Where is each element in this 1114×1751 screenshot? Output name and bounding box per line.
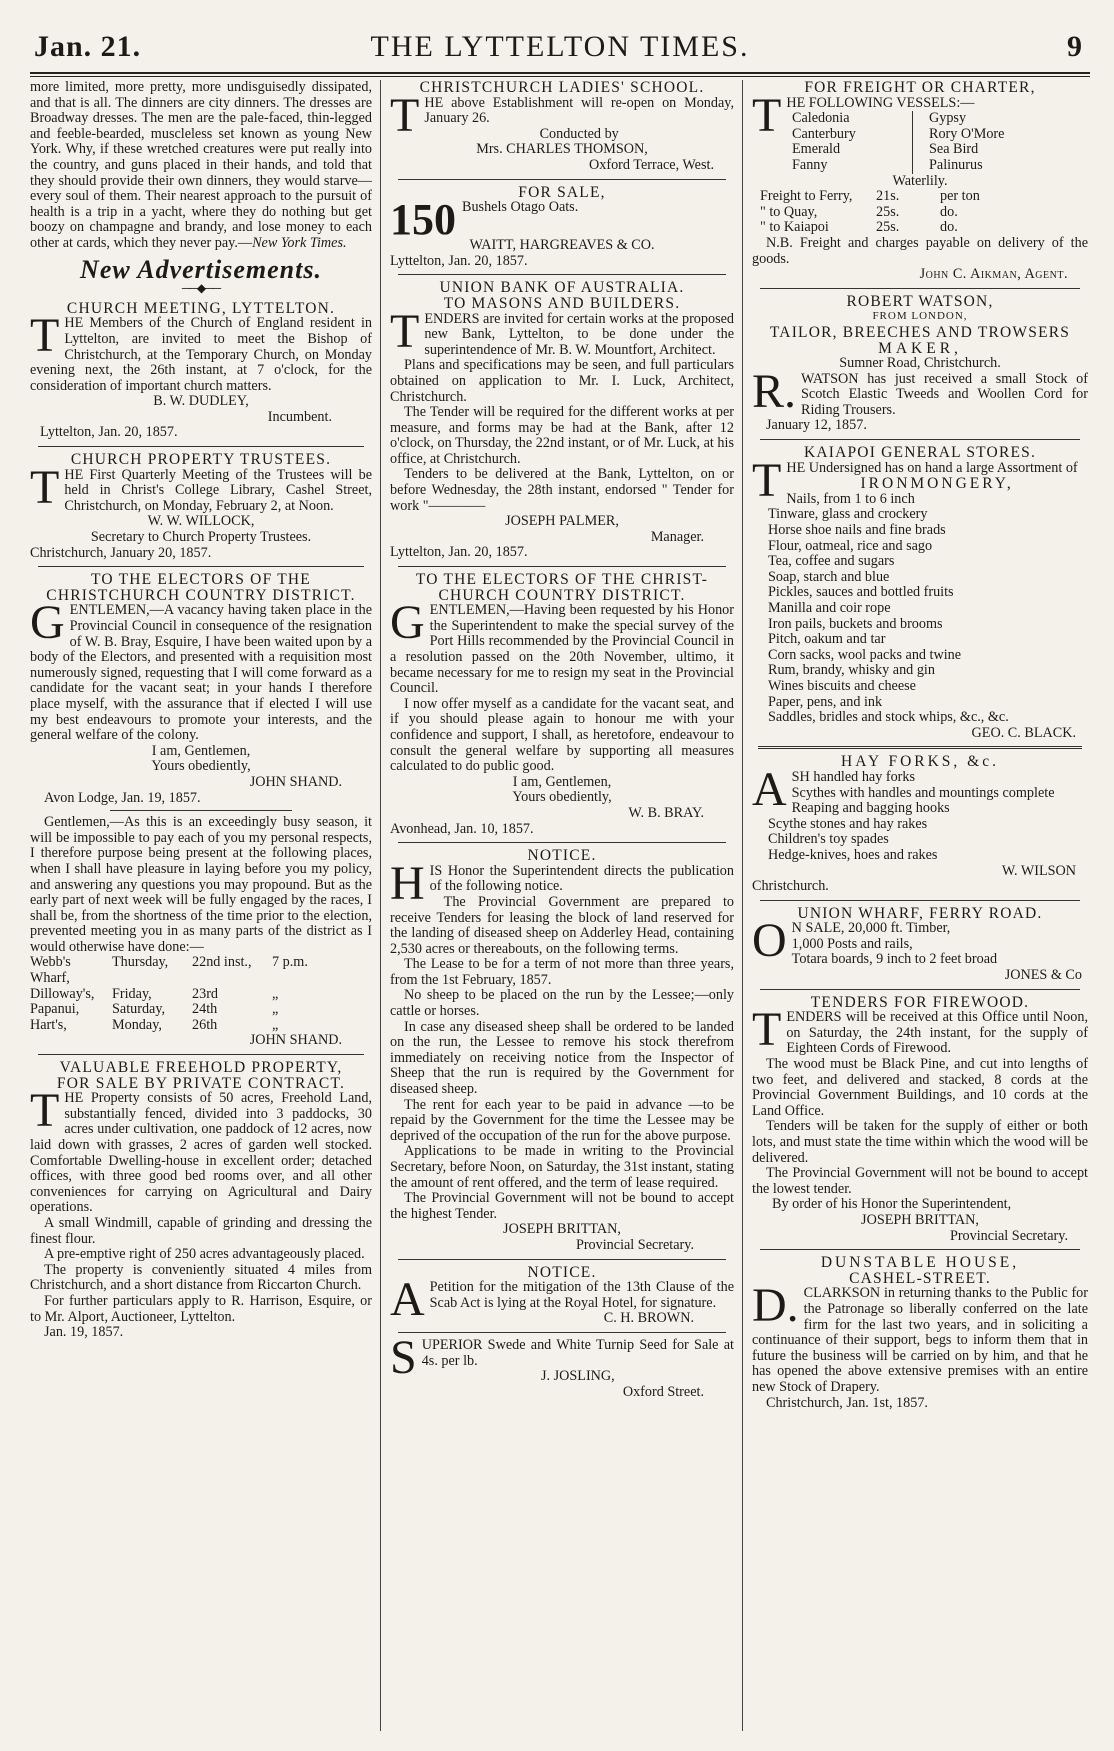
vessel-name: Palinurus	[929, 156, 983, 173]
drop-cap: G	[390, 596, 425, 650]
ad-heading: CHURCH MEETING, LYTTELTON.	[66, 299, 336, 317]
list-item: Soap, starch and blue	[768, 568, 890, 585]
ad-kaiapoi-stores	[752, 445, 1088, 741]
ad-separator	[760, 439, 1080, 440]
ad-hay-forks	[752, 754, 1088, 894]
ad-separator	[38, 566, 364, 567]
ad-body: In case any diseased sheep shall be ordered to be landed on the run, the Lessee to remove his stock therefrom immediately on receiving notice from the Inspector of Sheep that the run is required by the Government for diseased sheep.	[390, 1018, 734, 1098]
ad-body: The rent for each year to be paid in advance —to be repaid by the Government for the time the Lessee may be deprived of the occupation of the run for the above purpose.	[390, 1096, 734, 1144]
ad-notice-superintendent	[390, 848, 734, 1253]
ad-heading: CHRISTCHURCH LADIES' SCHOOL.	[419, 79, 705, 96]
article-excerpt	[30, 80, 372, 252]
drop-cap: G	[30, 596, 65, 650]
ad-heading: FOR SALE BY PRIVATE CONTRACT.	[56, 1074, 346, 1092]
ad-signer: JOSEPH BRITTAN,	[503, 1221, 621, 1238]
ad-closing: Yours obediently,	[151, 758, 251, 775]
ad-separator	[760, 1249, 1080, 1250]
ornament: ──◆──	[181, 281, 221, 296]
ad-heading: UNION WHARF, FERRY ROAD.	[797, 904, 1043, 922]
list-item: Nails, from 1 to 6 inch	[786, 490, 915, 507]
drop-cap: T	[30, 309, 60, 363]
ad-separator	[760, 900, 1080, 901]
schedule-cell: Saturday,	[112, 1001, 166, 1018]
ad-body: SH handled hay forks	[791, 768, 916, 785]
ad-place-date: Christchurch, January 20, 1857.	[30, 544, 212, 561]
ad-separator	[760, 989, 1080, 990]
freight-cell: " to Kaiapoi	[760, 219, 829, 236]
list-item: Saddles, bridles and stock whips, &c., &c.	[768, 709, 1009, 726]
vessel-name: Waterlily.	[892, 172, 948, 189]
ad-signer: JOSEPH BRITTAN,	[861, 1211, 979, 1228]
ad-signer: J. JOSLING,	[541, 1368, 615, 1385]
ad-body: A pre-emptive right of 250 acres advantageously placed.	[44, 1246, 365, 1263]
ad-tenders-firewood	[752, 995, 1088, 1245]
ad-heading: TO THE ELECTORS OF THE	[91, 571, 311, 589]
ad-body: Petition for the mitigation of the 13th Clause of the Scab Act is lying at the Royal Hotel, for signature.	[429, 1279, 734, 1311]
freight-cell: per ton	[940, 188, 980, 205]
ad-body: The Provincial Government are prepared to receive Tenders for leasing the block of land reserved for the landing of diseased sheep on Adderley Head, containing 2,530 acres or thereabouts, on the following terms.	[390, 893, 734, 957]
schedule-cell: Webb's Wharf,	[30, 954, 71, 987]
ad-body: Plans and specifications may be seen, and full particulars obtained on application to Mr. I. Luck, Architect, Christchurch.	[390, 357, 734, 405]
ad-subheading: TAILOR, BREECHES AND TROWSERS	[769, 323, 1071, 341]
ad-signer: W. WILSON	[1001, 862, 1076, 879]
vessel-name: Gypsy	[929, 110, 967, 127]
schedule-cell: Papanui,	[30, 1001, 80, 1018]
ad-heading: NOTICE.	[527, 1263, 597, 1281]
drop-cap: T	[30, 1084, 60, 1138]
ad-signer: W. B. BRAY.	[628, 804, 704, 821]
ad-role: Incumbent.	[267, 408, 332, 425]
ad-electors-shand	[30, 572, 372, 1049]
schedule-cell: Monday,	[112, 1016, 162, 1033]
ad-separator	[398, 179, 726, 180]
ad-freehold-property	[30, 1060, 372, 1341]
ad-body: WATSON has just received a small Stock of Scotch Elastic Tweeds and Woollen Cord for Riding Trousers.	[801, 370, 1088, 418]
ad-heading: UNION BANK OF AUSTRALIA.	[439, 279, 685, 297]
ad-dunstable-house	[752, 1255, 1088, 1411]
vessel-name: Emerald	[792, 141, 841, 158]
list-item: Pickles, sauces and bottled fruits	[768, 584, 954, 601]
ad-body: CLARKSON in returning thanks to the Public for the Patronage so liberally conferred on the late firm for the last two years, and in soliciting a continuance of their support, begs to inform them that in future the business will be carried on by him, and that he has opened the above extensive premises with an entire new Stock of Drapery.	[752, 1285, 1088, 1395]
ad-signer: JOHN SHAND.	[249, 1032, 342, 1049]
column-divider	[742, 80, 743, 1731]
ad-heading: TENDERS FOR FIREWOOD.	[810, 993, 1030, 1011]
ad-body: ENDERS are invited for certain works at the proposed new Bank, Lyttelton, to be done under the superintendence of Mr. B. W. Mountfort, Architect.	[424, 310, 735, 358]
list-item: Corn sacks, wool packs and twine	[768, 646, 962, 663]
ad-body: HE Undersigned has on hand a large Assortment of	[786, 459, 1078, 476]
ad-address: Oxford Terrace, West.	[589, 156, 714, 173]
ad-separator	[398, 274, 726, 275]
ad-subheading: IRONMONGERY,	[860, 475, 1014, 493]
ad-signer: JONES & Co	[1004, 967, 1082, 984]
drop-cap: T	[752, 1003, 782, 1057]
vessel-name: Caledonia	[792, 110, 850, 127]
ad-subheading: CASHEL-STREET.	[849, 1269, 991, 1287]
drop-cap: A	[752, 762, 787, 816]
ad-line: Conducted by	[539, 125, 619, 142]
ad-address: Sumner Road, Christchurch.	[839, 355, 1001, 372]
vessel-name: Canterbury	[792, 125, 856, 142]
ad-heading: ROBERT WATSON,	[846, 292, 994, 310]
masthead	[30, 30, 1090, 70]
drop-cap: O	[752, 914, 787, 968]
freight-table	[760, 189, 1088, 236]
ad-electors-bray	[390, 572, 734, 837]
schedule-cell: 26th	[192, 1016, 218, 1033]
ad-closing: I am, Gentlemen,	[151, 742, 251, 759]
ad-body: The property is conveniently situated 4 miles from Christchurch, and a short distance from Riccarton Church.	[30, 1261, 372, 1294]
ad-signer: W. W. WILLOCK,	[147, 513, 255, 530]
ad-place-date: Lyttelton, Jan. 20, 1857.	[390, 544, 528, 561]
ad-place-date: Christchurch, Jan. 1st, 1857.	[766, 1394, 928, 1411]
newspaper-title: THE LYTTELTON TIMES.	[370, 30, 750, 63]
ad-role: Manager.	[650, 528, 704, 545]
ad-body: UPERIOR Swede and White Turnip Seed for Sale at 4s. per lb.	[421, 1336, 734, 1369]
schedule-table	[30, 955, 372, 1033]
ad-heading: KAIAPOI GENERAL STORES.	[803, 444, 1037, 462]
list-item: Pitch, oakum and tar	[768, 631, 886, 648]
list-item: Rum, brandy, whisky and gin	[768, 662, 935, 679]
ad-body: The Tender will be required for the different works at per measure, and forms may be had at the Bank, after 12 o'clock, on Thursday, the 22nd instant, or of Mr. Luck, at his office, at Christchurch.	[390, 404, 734, 467]
schedule-cell: Thursday,	[112, 954, 169, 971]
ad-separator	[38, 446, 364, 447]
ad-separator	[760, 288, 1080, 289]
ad-role: Secretary to Church Property Trustees.	[90, 529, 312, 546]
list-item: Children's toy spades	[768, 831, 889, 848]
ad-subheading: MAKER,	[878, 339, 962, 357]
ad-body: The Provincial Government will not be bound to accept the lowest tender.	[752, 1165, 1088, 1197]
ad-body: A small Windmill, capable of grinding and dressing the finest flour.	[30, 1214, 372, 1247]
ad-role: Provincial Secretary.	[575, 1236, 694, 1253]
freight-cell: do.	[940, 219, 958, 236]
list-item: Iron pails, buckets and brooms	[768, 615, 943, 632]
ad-heading: CHRISTCHURCH COUNTRY DISTRICT.	[46, 586, 356, 604]
ad-body: No sheep to be placed on the run by the Lessee;—only cattle or horses.	[390, 987, 734, 1020]
goods-list	[752, 492, 1088, 726]
freight-cell: do.	[940, 203, 958, 220]
schedule-cell: 24th	[192, 1001, 218, 1018]
vessel-name: Rory O'More	[929, 125, 1005, 142]
ad-body: HE FOLLOWING VESSELS:—	[786, 94, 975, 111]
ad-church-meeting	[30, 301, 372, 441]
ad-heading: DUNSTABLE HOUSE,	[820, 1254, 1020, 1272]
drop-cap: T	[752, 88, 782, 142]
ad-signer: C. H. BROWN.	[603, 1310, 694, 1327]
ad-body: Tenders will be taken for the supply of either or both lots, and must state the time within which the wood will be delivered.	[752, 1118, 1088, 1166]
list-item: Paper, pens, and ink	[768, 693, 883, 710]
ad-for-sale-oats	[390, 185, 734, 270]
ad-place-date: Lyttelton, Jan. 20, 1857.	[390, 252, 528, 269]
list-item: Hedge-knives, hoes and rakes	[768, 846, 938, 863]
schedule-cell: 22nd inst.,	[192, 954, 252, 971]
list-item: Wines biscuits and cheese	[768, 677, 916, 694]
big-number: 150	[390, 195, 456, 245]
ad-heading: TO THE ELECTORS OF THE CHRIST-	[415, 571, 709, 589]
list-item: Scythe stones and hay rakes	[768, 815, 928, 832]
schedule-cell: „	[272, 1001, 279, 1018]
ad-union-bank	[390, 280, 734, 561]
ad-separator	[758, 746, 1082, 749]
ad-body: The wood must be Black Pine, and cut into lengths of two feet, and delivered and stacked, 8 cords at the Provincial Government Buildings, and 10 cords at the Land Office.	[752, 1056, 1088, 1119]
ad-heading: FOR FREIGHT OR CHARTER,	[804, 79, 1036, 96]
ad-separator	[398, 1332, 726, 1333]
ad-separator	[38, 1054, 364, 1055]
column-1	[30, 80, 372, 1341]
freight-cell: Freight to Ferry,	[760, 188, 853, 205]
ad-body: For further particulars apply to R. Harrison, Esquire, or to Mr. Alport, Auctioneer, Lyttelton.	[30, 1292, 372, 1325]
ad-body: HE Members of the Church of England resident in Lyttelton, are invited to meet the Bishop of Christchurch, at the Temporary Church, on Monday evening next, the 26th instant, at 7 o'clock, for the consideration of important church matters.	[30, 315, 372, 394]
ad-heading: NOTICE.	[527, 847, 597, 865]
ad-body: The Lease to be for a term of not more than three years, from the 1st February, 1857.	[390, 956, 734, 988]
excerpt-text: more limited, more pretty, more undisguisedly dissipated, and that is all. The dinners are city dinners. The dresses are Broadway dresses. The men are the pale-faced, thin-legged and feeble-bearded, muscleless set known as young New York. Why, if these wretched creatures were put really into the country, and guns placed in their hands, and told that they should provide their own dinners, they would starve—every soul of them. Their nearest approach to the pursuit of health is a trip in a yacht, where they do nothing but get boozy on champagne and brandy, and lose money to each other at cards, which they never pay.—	[30, 79, 372, 251]
list-item: Horse shoe nails and fine brads	[768, 522, 946, 539]
ad-signer: John C. Aikman, Agent.	[919, 266, 1068, 283]
ad-line: Totara boards, 9 inch to 2 feet broad	[791, 951, 998, 968]
ad-union-wharf	[752, 906, 1088, 984]
ad-body: IS Honor the Superintendent directs the publication of the following notice.	[429, 862, 734, 895]
ad-line: N SALE, 20,000 ft. Timber,	[791, 920, 951, 937]
ad-signer: JOSEPH PALMER,	[505, 513, 619, 530]
ad-place-date: Avonhead, Jan. 10, 1857.	[390, 820, 534, 837]
ad-signer: Mrs. CHARLES THOMSON,	[476, 141, 648, 158]
ad-signer: GEO. C. BLACK.	[971, 724, 1076, 741]
list-item: Tinware, glass and crockery	[768, 506, 928, 523]
column-3	[752, 80, 1088, 1411]
ad-place: Christchurch.	[752, 878, 829, 895]
vessel-column	[912, 111, 1049, 173]
schedule-cell: „	[272, 1016, 279, 1033]
ad-signer: JOHN SHAND.	[249, 773, 342, 790]
ad-heading: CHURCH COUNTRY DISTRICT.	[438, 586, 686, 604]
page-number: 9	[1067, 30, 1082, 63]
list-item: Scythes with handles and mountings complete	[791, 784, 1055, 801]
list-item: Flour, oatmeal, rice and sago	[768, 537, 933, 554]
vessel-list	[792, 111, 1088, 173]
ad-heading: VALUABLE FREEHOLD PROPERTY,	[59, 1059, 343, 1077]
ad-signer: WAITT, HARGREAVES & CO.	[469, 237, 655, 254]
schedule-cell: „	[272, 985, 279, 1002]
freight-cell: 21s.	[876, 188, 900, 205]
ad-place-date: Avon Lodge, Jan. 19, 1857.	[44, 789, 201, 806]
ad-body: ENTLEMEN,—Having been requested by his Honor the Superintendent to make the special survey of the Port Hills recommended by the Provincial Council in a resolution passed on the 20th November, ultimo, it became necessary for me to resign my seat in the Provincial Council.	[390, 602, 734, 697]
ad-body: HE above Establishment will re-open on Monday, January 26.	[424, 94, 734, 127]
issue-date: Jan. 21.	[34, 30, 142, 63]
schedule-cell: Hart's,	[30, 1016, 67, 1033]
list-item: Tea, coffee and sugars	[768, 553, 895, 570]
drop-cap: T	[390, 304, 420, 358]
schedule-cell: Friday,	[112, 985, 152, 1002]
ad-body: Applications to be made in writing to the Provincial Secretary, before Noon, on Saturday, the 31st instant, stating the amount of rent offered, and the term of lease required.	[390, 1143, 734, 1191]
drop-cap: H	[390, 856, 425, 910]
ad-body: HE Property consists of 50 acres, Freehold Land, substantially fenced, divided into 3 paddocks, 30 acres under cultivation, one paddock of 12 acres, now laid down with grasses, 2 acres of garden well stocked. Comfortable Dwelling-house in excellent order; detached offices, with three good bed rooms over, and all other conveniences for carrying on Agricultural and Dairy operations.	[30, 1090, 372, 1216]
ad-signer: B. W. DUDLEY,	[153, 393, 249, 410]
ad-separator	[398, 566, 726, 567]
ad-line: 1,000 Posts and rails,	[791, 935, 913, 952]
schedule-cell: 7 p.m.	[272, 954, 308, 971]
ad-body: By order of his Honor the Superintendent,	[772, 1196, 1012, 1213]
ad-ladies-school	[390, 80, 734, 174]
drop-cap: D.	[752, 1279, 799, 1333]
ad-separator	[398, 1259, 726, 1260]
ad-closing: I am, Gentlemen,	[512, 773, 612, 790]
ad-church-property-trustees	[30, 452, 372, 561]
ad-address: Oxford Street.	[622, 1383, 704, 1400]
ad-role: Provincial Secretary.	[949, 1227, 1068, 1244]
ad-body: ENTLEMEN,—A vacancy having taken place in the Provincial Council in consequence of the resignation of W. B. Bray, Esquire, I have been waited upon by a body of the Electors, and presented with a requisition most numerously signed, requesting that I will come forward as a candidate for the vacant seat; in your hands I therefore place myself, with the assurance that if elected I will use my best endeavours to promote your interests, and the general welfare of the colony.	[30, 602, 372, 744]
ad-body: HE First Quarterly Meeting of the Trustees will be held in Christ's College Library, Cashel Street, Christchurch, on Monday, February 2, at Noon.	[64, 466, 372, 514]
vessel-name: Fanny	[792, 156, 828, 173]
ad-body: Bushels Otago Oats.	[462, 199, 579, 216]
ad-notice-scab-act	[390, 1265, 734, 1327]
vessel-column	[792, 111, 912, 173]
column-divider	[380, 80, 381, 1731]
drop-cap: S	[390, 1330, 417, 1384]
ad-separator	[398, 842, 726, 843]
freight-cell: " to Quay,	[760, 203, 818, 220]
drop-cap: A	[390, 1273, 425, 1327]
ad-place-date: Jan. 19, 1857.	[44, 1324, 124, 1341]
ad-turnip-seed	[390, 1330, 734, 1400]
section-heading: New Advertisements.	[80, 254, 322, 284]
ad-subheading: FROM LONDON,	[872, 310, 968, 323]
ad-freight-charter	[752, 80, 1088, 283]
list-item: Reaping and bagging hooks	[791, 800, 950, 817]
column-2	[390, 80, 734, 1400]
ad-heading: FOR SALE,	[518, 183, 606, 201]
ad-robert-watson	[752, 294, 1088, 434]
ad-heading: HAY FORKS, &c.	[841, 753, 999, 771]
masthead-rule-thin	[30, 76, 1090, 77]
ad-heading: TO MASONS AND BUILDERS.	[443, 294, 681, 312]
ad-body: ENDERS will be received at this Office until Noon, on Saturday, the 24th instant, for the supply of Eighteen Cords of Firewood.	[786, 1009, 1088, 1057]
schedule-cell: 23rd	[192, 985, 219, 1002]
goods-list	[752, 786, 1088, 864]
excerpt-source: New York Times.	[252, 234, 347, 251]
ad-body: Tenders to be delivered at the Bank, Lyttelton, on or before Wednesday, the 28th instant, endorsed " Tender for work "————	[390, 466, 734, 514]
masthead-rule	[30, 72, 1090, 74]
drop-cap: T	[390, 88, 420, 142]
ad-closing: Yours obediently,	[512, 789, 612, 806]
ad-body: The Provincial Government will not be bound to accept the highest Tender.	[390, 1190, 734, 1222]
drop-cap: R.	[752, 364, 797, 418]
list-item: Manilla and coir rope	[768, 600, 891, 616]
drop-cap: T	[30, 460, 60, 514]
ad-short-rule	[110, 810, 292, 811]
ad-heading: CHURCH PROPERTY TRUSTEES.	[70, 451, 332, 469]
ad-place-date: January 12, 1857.	[766, 417, 867, 434]
ad-place-date: Lyttelton, Jan. 20, 1857.	[40, 424, 178, 441]
drop-cap: T	[752, 453, 782, 507]
vessel-name: Sea Bird	[929, 141, 979, 158]
ad-body: N.B. Freight and charges payable on delivery of the goods.	[752, 234, 1088, 267]
freight-cell: 25s.	[876, 219, 900, 236]
schedule-cell: Dilloway's,	[30, 985, 95, 1002]
ad-body: Gentlemen,—As this is an exceedingly busy season, it will be impossible to pay each of you my personal respects, I therefore purpose being present at the following places, when I shall have pleasure in laying before you my policy, and answering any questions you may propound. But as the early part of next week will be fully engaged by the races, I shall be, from the shortness of the time prior to the election, prevented meeting you in as many parts of the district as I would otherwise have done:—	[30, 814, 372, 955]
ad-body: I now offer myself as a candidate for the vacant seat, and if you should please again to honour me with your confidence and support, I shall, as heretofore, endeavour to consult the general welfare by supporting all measures calculated to do public good.	[390, 695, 734, 775]
freight-cell: 25s.	[876, 203, 900, 220]
